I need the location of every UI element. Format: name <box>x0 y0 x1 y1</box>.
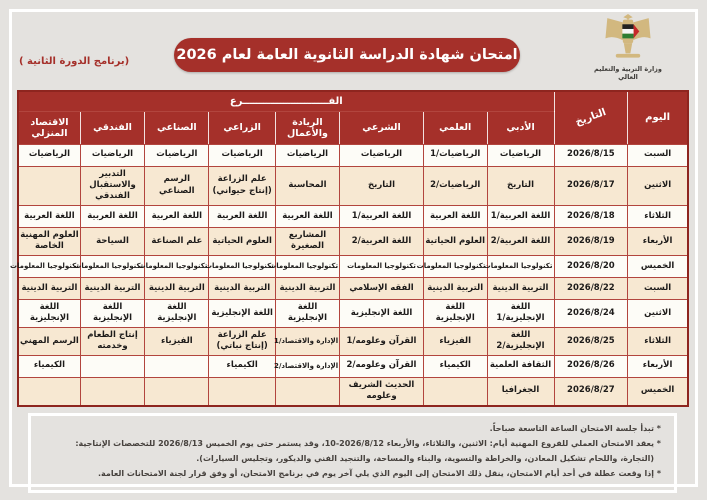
exam-cell: اللغة الإنجليزية/1 <box>487 299 554 327</box>
footnote-line: (التجارة، واللحام تشكيل المعادن، والخراطة والتسوية، والبناء والمساحة، والتنجيد الفني والديكور، وتجليس السيارات). <box>196 453 654 463</box>
day-cell: الثلاثاء <box>628 327 688 355</box>
exam-cell: تكنولوجيا المعلومات <box>487 255 554 277</box>
exam-cell: الرسم المهني <box>18 327 80 355</box>
exam-cell <box>80 377 144 405</box>
exam-cell: الكيمياء <box>18 355 80 377</box>
table-header <box>18 91 688 144</box>
exam-cell: الكيمياء <box>209 355 275 377</box>
branch-group-row <box>18 91 688 111</box>
exam-cell: اللغة العربية <box>18 205 80 227</box>
exam-cell: تكنولوجيا المعلومات <box>209 255 275 277</box>
date-cell: 2026/8/26 <box>554 355 628 377</box>
footnote-line: * تبدأ جلسة الامتحان الساعة التاسعة صباحاً. <box>489 424 661 434</box>
title-banner <box>174 38 520 72</box>
exam-cell: الرياضيات/1 <box>423 144 487 166</box>
table-row <box>18 327 688 355</box>
exam-cell <box>145 355 209 377</box>
exam-cell: الرياضيات <box>18 144 80 166</box>
exam-schedule-table <box>10 90 689 407</box>
branch-column-header: الاقتصاد المنزلي <box>18 111 80 144</box>
date-cell: 2026/8/25 <box>554 327 628 355</box>
exam-cell: اللغة الإنجليزية <box>145 299 209 327</box>
date-cell: 2026/8/17 <box>554 166 628 205</box>
branch-column-header: العلمي <box>423 111 487 144</box>
day-column-header: اليوم <box>628 91 688 144</box>
exam-cell: الرسم الصناعي <box>145 166 209 205</box>
branch-group-header: الفـــــــــــــــــــــــــرع <box>18 91 554 111</box>
day-cell: السبت <box>628 144 688 166</box>
exam-cell: اللغة العربية <box>275 205 339 227</box>
date-cell: 2026/8/22 <box>554 277 628 299</box>
exam-cell: التربية الدينية <box>145 277 209 299</box>
branch-column-header: الريادة والأعمال <box>275 111 339 144</box>
exam-cell: اللغة العربية <box>80 205 144 227</box>
exam-cell: القرآن وعلومه/1 <box>340 327 424 355</box>
exam-cell: التربية الدينية <box>487 277 554 299</box>
exam-cell: اللغة الإنجليزية <box>340 299 424 327</box>
exam-cell: علم الزراعة (إنتاج نباتي) <box>209 327 275 355</box>
exam-cell: التربية الدينية <box>80 277 144 299</box>
exam-cell: الحديث الشريف وعلومه <box>340 377 424 405</box>
exam-cell: اللغة الإنجليزية <box>275 299 339 327</box>
schedule-body <box>10 144 688 406</box>
exam-cell: اللغة العربية/1 <box>487 205 554 227</box>
table-row <box>18 144 688 166</box>
table-row <box>18 166 688 205</box>
date-cell: 2026/8/19 <box>554 227 628 255</box>
exam-cell <box>275 377 339 405</box>
exam-cell: الرياضيات <box>340 144 424 166</box>
day-cell: الأربعاء <box>628 227 688 255</box>
exam-cell: العلوم الحياتية <box>423 227 487 255</box>
ministry-name: وزارة التربية والتعليم العالي <box>594 65 662 81</box>
exam-cell: اللغة الإنجليزية <box>209 299 275 327</box>
day-cell: السبت <box>628 277 688 299</box>
exam-cell: المشاريع الصغيرة <box>275 227 339 255</box>
table-row <box>18 255 688 277</box>
exam-cell: الرياضيات <box>80 144 144 166</box>
exam-cell <box>80 355 144 377</box>
exam-cell <box>18 166 80 205</box>
exam-cell: تكنولوجيا المعلومات <box>275 255 339 277</box>
exam-cell: الثقافة العلمية <box>487 355 554 377</box>
exam-cell: الإدارة والاقتصاد/2 <box>275 355 339 377</box>
exam-cell: اللغة العربية/2 <box>340 227 424 255</box>
exam-cell: المحاسبة <box>275 166 339 205</box>
footnotes-box <box>28 413 677 493</box>
date-cell: 2026/8/27 <box>554 377 628 405</box>
session-subtitle: (برنامج الدورة الثانية ) <box>19 56 130 67</box>
exam-cell: اللغة العربية/2 <box>487 227 554 255</box>
branch-column-header: الصناعي <box>145 111 209 144</box>
exam-cell: اللغة العربية/1 <box>340 205 424 227</box>
ministry-logo-block <box>589 13 667 81</box>
branch-column-header: الزراعي <box>209 111 275 144</box>
footnote-line: * إذا وقعت عطلة في أحد أيام الامتحان، ينقل ذلك الامتحان إلى اليوم الذي يلي آخر يوم في برنامج الامتحان، أو وفق قرار لجنة الامتحانات العامة. <box>97 468 661 478</box>
exam-cell: الجغرافيا <box>487 377 554 405</box>
exam-cell: العلوم الحياتية <box>209 227 275 255</box>
table-row <box>18 205 688 227</box>
day-cell: الاثنين <box>628 166 688 205</box>
exam-cell: تكنولوجيا المعلومات <box>18 255 80 277</box>
exam-cell: التربية الدينية <box>18 277 80 299</box>
exam-cell: الفيزياء <box>145 327 209 355</box>
exam-cell <box>423 377 487 405</box>
palestine-eagle-emblem-icon <box>603 45 653 64</box>
exam-cell: اللغة الإنجليزية <box>18 299 80 327</box>
exam-cell: التربية الدينية <box>423 277 487 299</box>
masthead <box>17 12 689 90</box>
exam-cell: تكنولوجيا المعلومات <box>340 255 424 277</box>
day-cell: الثلاثاء <box>628 205 688 227</box>
exam-cell: التدبير والاستقبال الفندقي <box>80 166 144 205</box>
exam-cell: اللغة العربية <box>209 205 275 227</box>
exam-cell: اللغة العربية <box>145 205 209 227</box>
exam-cell: اللغة الإنجليزية/2 <box>487 327 554 355</box>
exam-cell <box>18 377 80 405</box>
exam-cell: السياحة <box>80 227 144 255</box>
exam-cell: الفيزياء <box>423 327 487 355</box>
day-cell: الخميس <box>628 377 688 405</box>
exam-cell <box>145 377 209 405</box>
day-cell: الخميس <box>628 255 688 277</box>
day-cell: الاثنين <box>628 299 688 327</box>
branch-column-header: الفندقي <box>80 111 144 144</box>
exam-cell: تكنولوجيا المعلومات <box>80 255 144 277</box>
exam-cell: الرياضيات <box>145 144 209 166</box>
table-row <box>18 277 688 299</box>
date-cell: 2026/8/18 <box>554 205 628 227</box>
date-cell: 2026/8/20 <box>554 255 628 277</box>
footnote-line: * يعقد الامتحان العملي للفروع المهنية أيام: الاثنين، والثلاثاء، والأربعاء 2026/8/12-10، وقد يستمر حتى يوم الخميس 2026/8/13 للتخصصات الإنتاجية: <box>75 439 661 449</box>
exam-cell: التاريخ <box>487 166 554 205</box>
exam-cell: تكنولوجيا المعلومات <box>423 255 487 277</box>
exam-cell: علم الزراعة (إنتاج حيواني) <box>209 166 275 205</box>
day-cell: الأربعاء <box>628 355 688 377</box>
exam-cell: تكنولوجيا المعلومات <box>145 255 209 277</box>
date-column-header: التاريخ <box>554 91 628 144</box>
table-row <box>18 355 688 377</box>
exam-cell: التاريخ <box>340 166 424 205</box>
branch-column-header: الأدبي <box>487 111 554 144</box>
page-title: امتحان شهادة الدراسة الثانوية العامة لعام 2026 <box>176 47 518 63</box>
exam-cell: اللغة الإنجليزية <box>80 299 144 327</box>
exam-cell <box>209 377 275 405</box>
exam-cell: العلوم المهنية الخاصة <box>18 227 80 255</box>
exam-cell: الرياضيات <box>209 144 275 166</box>
exam-cell: الكيمياء <box>423 355 487 377</box>
exam-cell: التربية الدينية <box>275 277 339 299</box>
exam-cell: الفقه الإسلامي <box>340 277 424 299</box>
exam-cell: إنتاج الطعام وخدمته <box>80 327 144 355</box>
date-cell: 2026/8/24 <box>554 299 628 327</box>
branch-column-header: الشرعي <box>340 111 424 144</box>
date-cell: 2026/8/15 <box>554 144 628 166</box>
table-row <box>18 377 688 405</box>
table-row <box>18 299 688 327</box>
exam-cell: الرياضيات <box>275 144 339 166</box>
exam-cell: التربية الدينية <box>209 277 275 299</box>
exam-cell: القرآن وعلومه/2 <box>340 355 424 377</box>
exam-cell: الرياضيات/2 <box>423 166 487 205</box>
table-row <box>18 227 688 255</box>
exam-cell: اللغة الإنجليزية <box>423 299 487 327</box>
exam-cell: الرياضيات <box>487 144 554 166</box>
exam-cell: اللغة العربية <box>423 205 487 227</box>
exam-cell: علم الصناعة <box>145 227 209 255</box>
exam-cell: الإدارة والاقتصاد/1 <box>275 327 339 355</box>
